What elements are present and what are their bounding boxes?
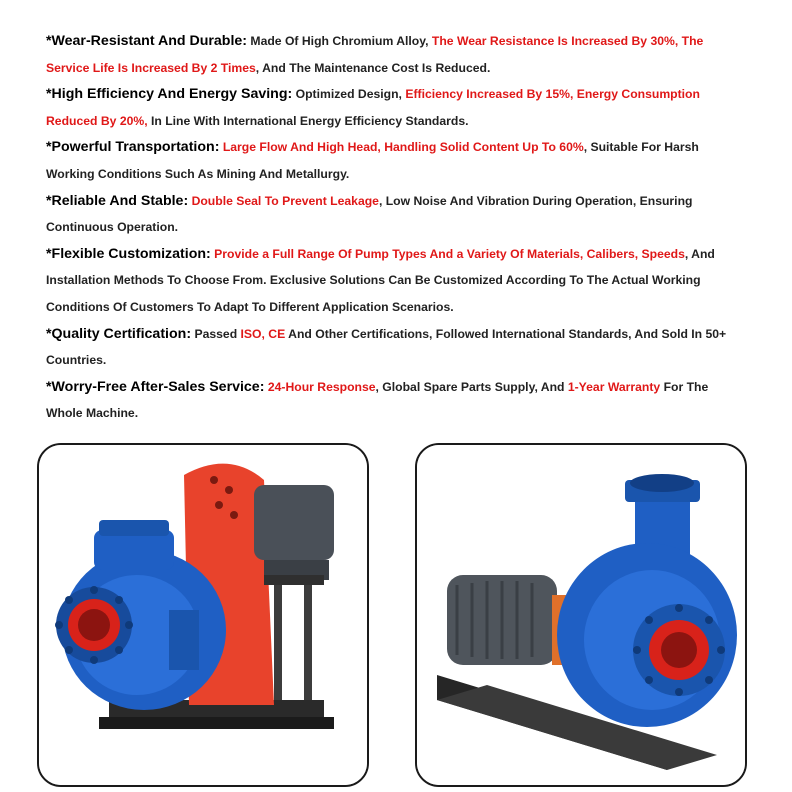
feature-text: , And The Maintenance Cost Is Reduced. (255, 60, 491, 75)
feature-list (46, 28, 746, 427)
feature-highlight: Double Seal To Prevent Leakage (191, 193, 379, 208)
feature-title: *Powerful Transportation: (46, 139, 220, 156)
feature-text: Optimized Design, (292, 87, 406, 102)
feature-text: Passed (191, 326, 241, 341)
feature-text: For The Whole Machine. (46, 379, 709, 421)
feature-title: *High Efficiency And Energy Saving: (46, 86, 293, 103)
blue-slurry-pump-red-frame-image (39, 445, 367, 785)
feature-text: , Low Noise And Vibration During Operation, Ensuring Continuous Operation. (46, 193, 693, 235)
pump-image-card-left (37, 443, 369, 787)
feature-item (46, 241, 746, 321)
feature-item (46, 321, 746, 374)
feature-highlight: The Wear Resistance Is Increased By 30%, The Service Life Is Increased By 2 Times (46, 34, 704, 75)
feature-highlight: Large Flow And High Head, Handling Solid Content Up To 60% (222, 140, 584, 155)
feature-item (46, 28, 746, 81)
feature-highlight: 1-Year Warranty (567, 379, 661, 394)
feature-title: *Flexible Customization: (46, 245, 211, 262)
feature-text: Made Of High Chromium Alloy, (247, 34, 432, 48)
feature-text: , Global Spare Parts Supply, And (375, 379, 568, 394)
feature-text: , Suitable For Harsh Working Conditions Such As Mining And Metallurgy. (46, 140, 699, 181)
feature-highlight: ISO, CE (240, 326, 286, 341)
feature-title: *Reliable And Stable: (46, 192, 189, 209)
feature-item (46, 134, 746, 187)
feature-highlight: Provide a Full Range Of Pump Types And a Variety Of Materials, Calibers, Speeds (214, 246, 685, 261)
feature-item (46, 188, 746, 241)
feature-highlight: 24-Hour Response (267, 379, 376, 394)
feature-item (46, 81, 746, 134)
feature-item (46, 374, 746, 427)
feature-title: *Worry-Free After-Sales Service: (46, 378, 265, 395)
feature-highlight: Efficiency Increased By 15%, Energy Consumption Reduced By 20%, (46, 87, 700, 128)
feature-title: *Quality Certification: (46, 325, 192, 342)
pump-image-card-right (415, 443, 747, 787)
blue-slurry-pump-motor-image (417, 445, 745, 785)
feature-title: *Wear-Resistant And Durable: (46, 33, 248, 49)
feature-text: And Other Certifications, Followed International Standards, And Sold In 50+ Countries. (46, 326, 727, 368)
feature-text: In Line With International Energy Efficiency Standards. (147, 113, 469, 128)
feature-text: , And Installation Methods To Choose From. Exclusive Solutions Can Be Customized According To The Actual Working Conditions Of Customers To Adapt To Different Application Scenarios. (46, 246, 715, 314)
